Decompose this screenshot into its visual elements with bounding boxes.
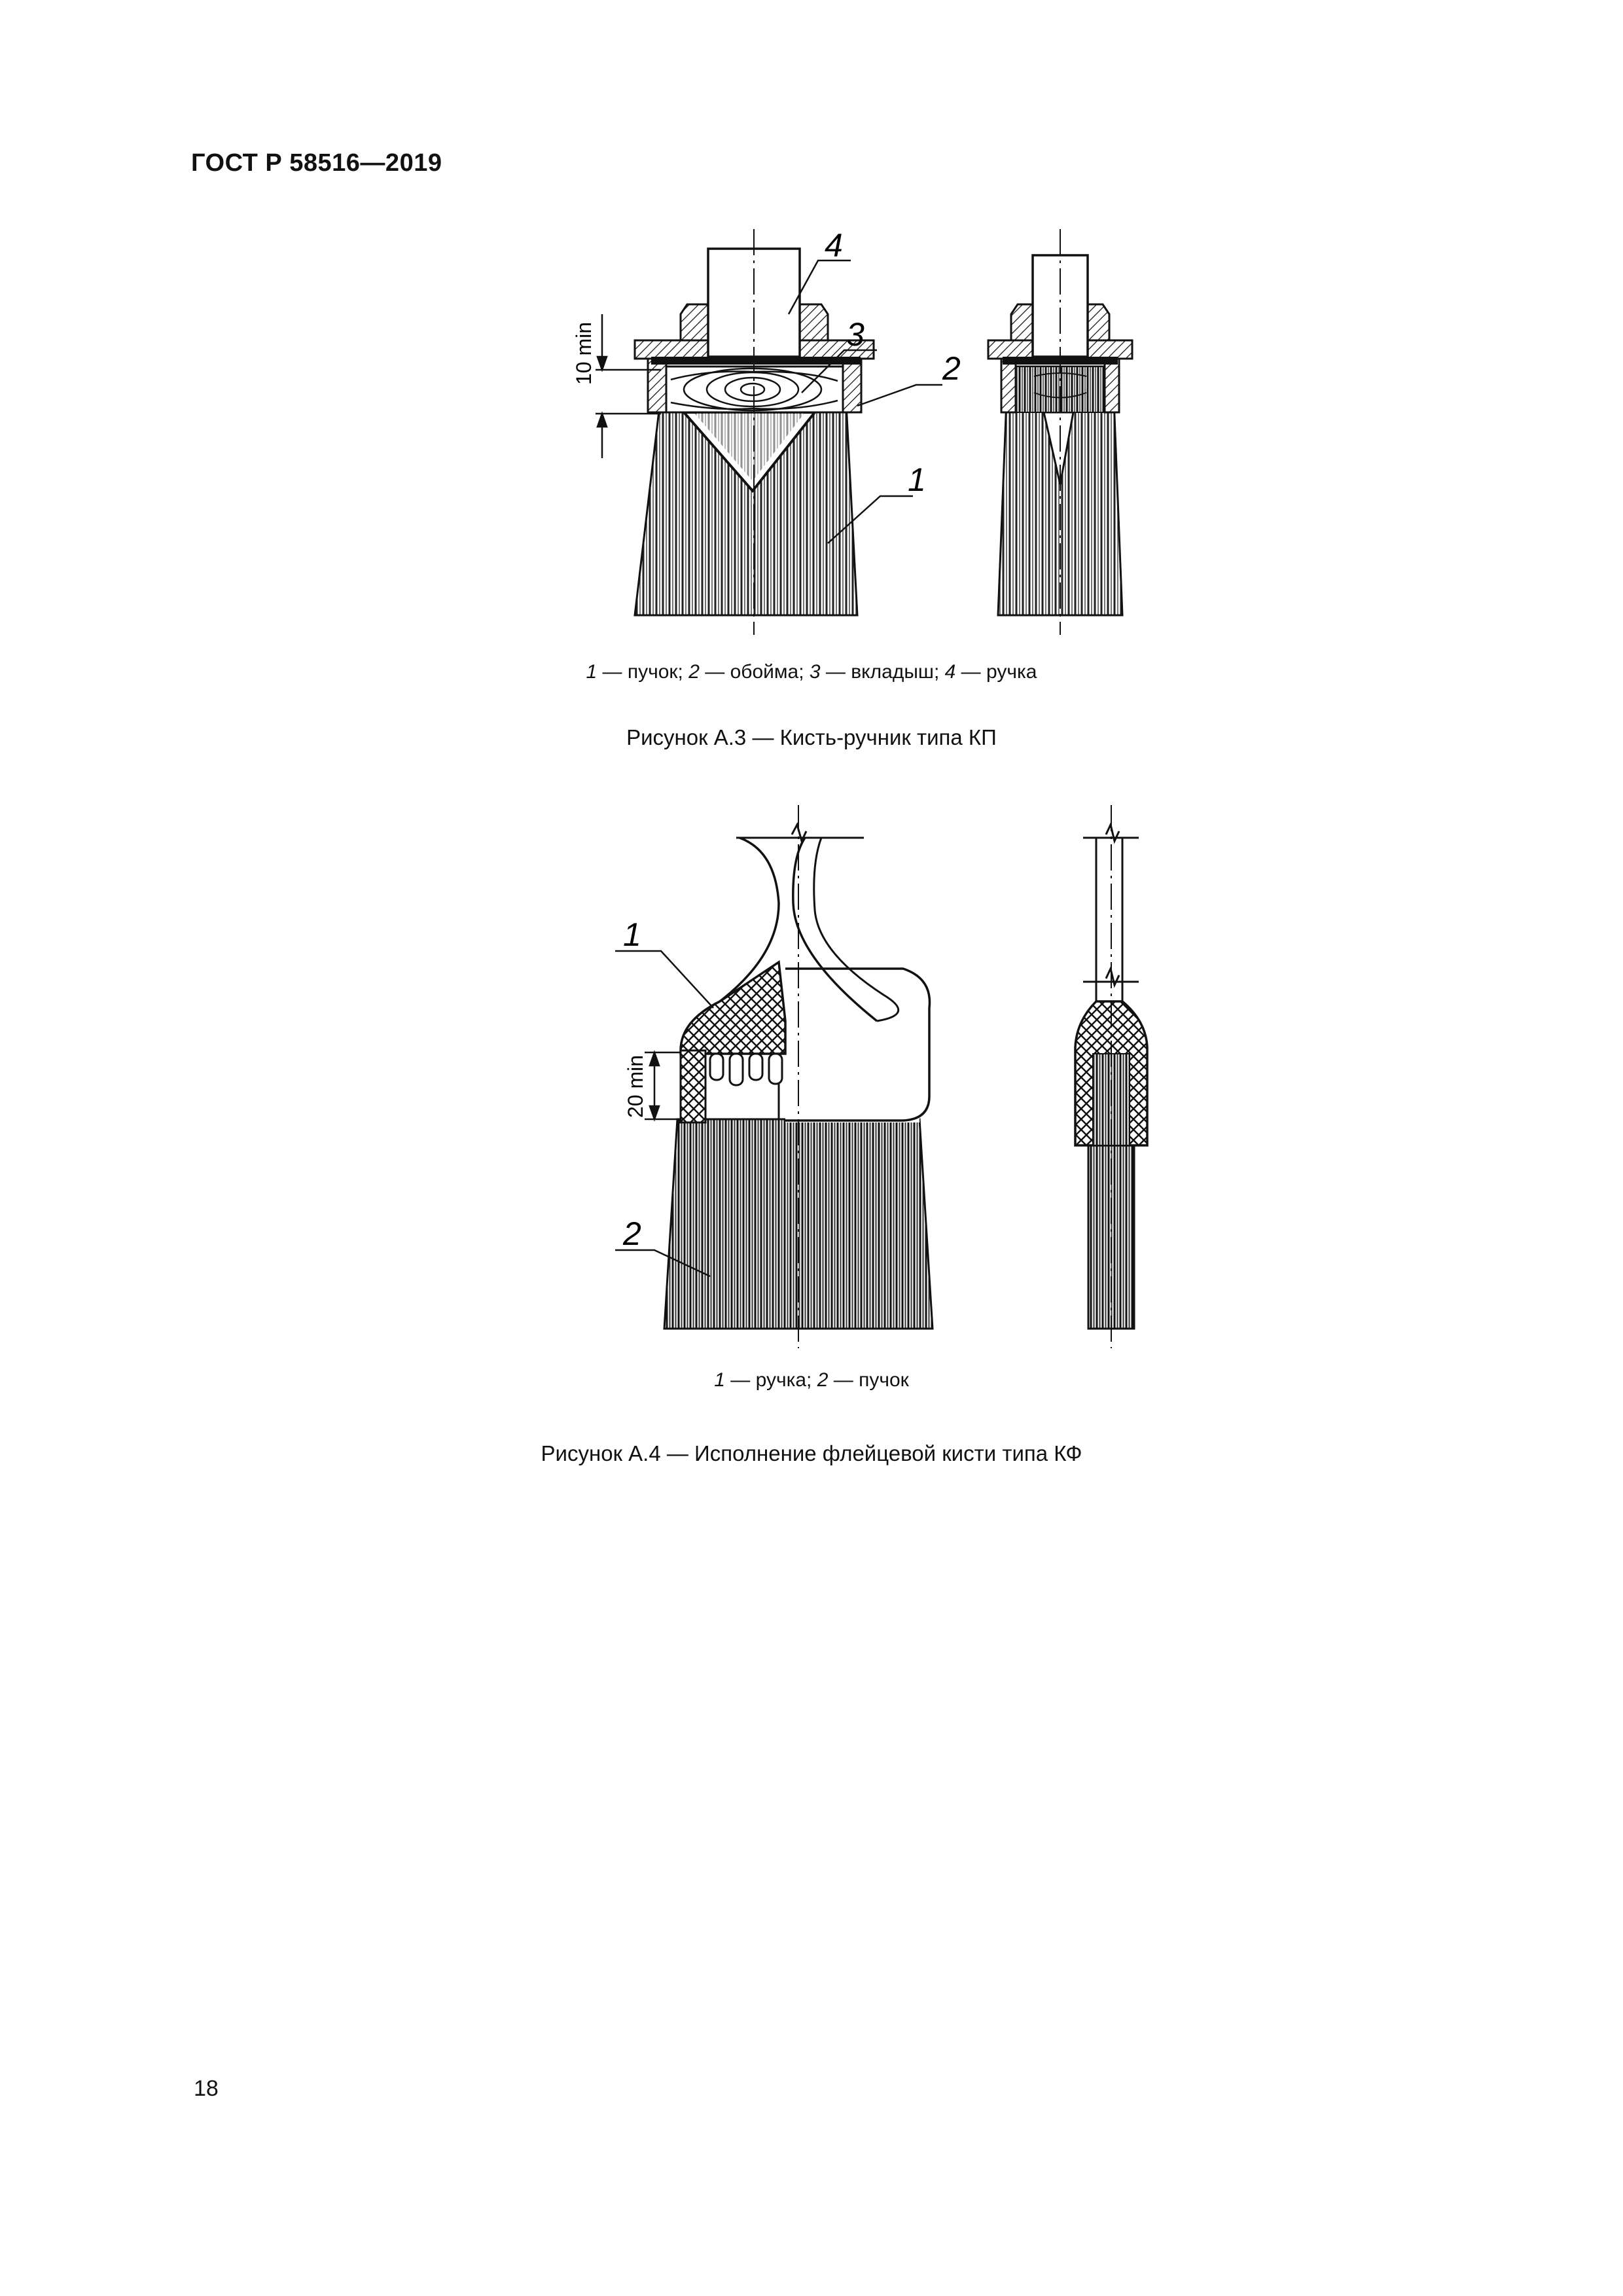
figure-a4-caption: Рисунок А.4 — Исполнение флейцевой кисти типа КФ — [541, 1441, 1082, 1465]
legend-text: — пучок — [828, 1369, 909, 1391]
dimension-label-20min: 20 min — [624, 1054, 647, 1119]
dimension-20min — [645, 1052, 681, 1119]
figure-a3-legend — [0, 661, 1623, 683]
legend-num: 4 — [944, 661, 956, 683]
legend-text: — пучок; — [597, 661, 689, 683]
legend-text: — обойма; — [699, 661, 810, 683]
legend-num: 2 — [688, 661, 700, 683]
figure-a4-legend — [0, 1369, 1623, 1391]
legend-num: 1 — [714, 1369, 725, 1391]
callout-1: 1 — [623, 916, 641, 953]
legend-text: — ручка; — [724, 1369, 817, 1391]
brush-kf-front-view — [615, 805, 933, 1348]
callout-2: 2 — [942, 350, 961, 387]
figure-a3-caption: Рисунок А.3 — Кисть-ручник типа КП — [626, 725, 997, 749]
legend-num: 3 — [809, 661, 821, 683]
brush-kp-front-view — [572, 227, 961, 635]
brush-kf-side-view — [1075, 805, 1147, 1348]
brush-kp-side-view — [988, 229, 1132, 635]
callout-1: 1 — [908, 461, 926, 498]
legend-text: — вкладыш; — [820, 661, 945, 683]
document-header: ГОСТ Р 58516—2019 — [191, 149, 442, 177]
legend-num: 1 — [586, 661, 597, 683]
legend-num: 2 — [817, 1369, 829, 1391]
figure-a4-drawing — [589, 805, 1211, 1348]
page-number: 18 — [194, 2076, 219, 2101]
callout-3: 3 — [846, 316, 865, 353]
callout-2: 2 — [623, 1215, 641, 1252]
ferrule-head — [681, 962, 785, 1054]
legend-text: — ручка — [955, 661, 1037, 683]
callout-4: 4 — [825, 227, 843, 264]
dimension-label-10min: 10 min — [572, 321, 596, 386]
figure-a3-drawing — [537, 216, 1191, 648]
